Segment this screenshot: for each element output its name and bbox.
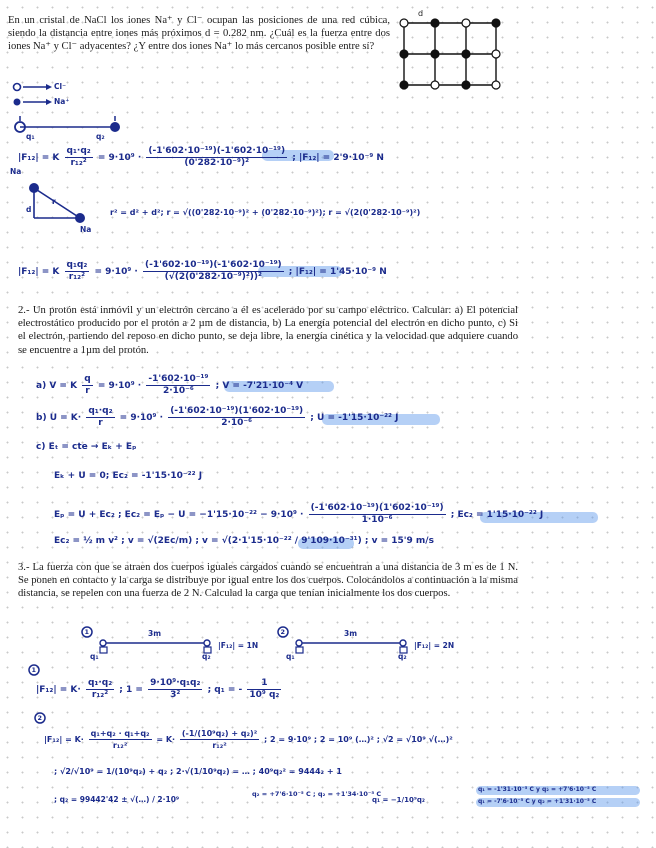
legend-ion-markers [12, 82, 92, 110]
p3-d2-num: 2 [280, 628, 286, 636]
diag1-q1: q₁ [26, 132, 35, 141]
legend-na-label: Na⁺ [54, 97, 70, 106]
triangle-na-diagram [10, 170, 110, 236]
legend-cl-label: Cl⁻ [54, 82, 67, 91]
p3-d2-q2: q₂ [398, 652, 407, 661]
p3-step-4c: q₁ = −1/10⁹q₂ [372, 796, 425, 804]
problem-3-text: 3.- La fuerza con que se atraen dos cuerpos iguales cargados cuando se encuentran a una distancia de 3 m es de 1 N. Se ponen en contacto y la carga se distribuye por igual entre los dos cuerpos. Colocándolos a continuación a la misma distancia, se repelen con una fuerza de 2 N. Calculad la carga que tenían inicialmente los dos cuerpos. [18, 562, 518, 600]
p3-d2-q1: q₁ [286, 652, 295, 661]
problem-2-text: 2.- Un protón está inmóvil y un electrón cercano a él es acelerado por su campo eléctrico. Calcular: a) El potencial electrostático producido por el protón a 2 µm de distancia, b) La energía potencial del electrón en dicho punto, c) Si el electrón, partiendo del reposo en dicho punto, se deja libre, la energía cinética y la velocidad que adquiere cuando se encuentre a 1µm del protón. [18, 305, 518, 356]
p3-d2-force: |F₁₂| = 2N [414, 641, 455, 650]
tri-r: r [52, 197, 56, 206]
p3-d1-num: 1 [84, 628, 90, 636]
problem-1-text: En un cristal de NaCl los iones Na⁺ y Cl⁻ ocupan las posiciones de una red cúbica, siendo la distancia entre iones más próximos d = 0.282 nm. ¿Cuál es la fuerza entre dos iones Na⁺ y Cl⁻ adyacentes? ¿Y entre dos iones Na⁺ lo más cercanos posible entre sí? [8, 15, 390, 53]
p3-step-3: ; √2/√10⁹ = 1/(10⁹q₂) + q₂ ; 2·√(1/10⁹q₂) = … ; 40⁹q₂² = 9444₂ + 1 [54, 767, 342, 776]
grid-label-d: d [418, 9, 424, 18]
tri-d: d [26, 205, 32, 214]
p3-step-4b: q₂ = +7'6·10⁻⁵ C ; q₂ = +1'34·10⁻⁵ C [252, 790, 382, 798]
p2-c-line3: Eₚ = U + Eᴄ₂ ; Eᴄ₂ = Eₚ − U = −1'15·10⁻²² − 9·10⁹ · $\frac{\text{(-1'602·10⁻¹⁹)(1'602·10⁻¹⁹)}}{\text{1·10⁻⁶}}$ ; Eᴄ₂ = 1'15·10⁻²² J [54, 503, 544, 525]
pythagoras-formula: r² = d² + d²; r = √((0'282·10⁻⁹)² + (0'282·10⁻⁹)²); r = √(2(0'282·10⁻⁹)²) [110, 208, 421, 217]
p2-c-line1: c) Eₜ = cte → Eₖ + Eₚ [36, 442, 137, 452]
f1-formula: |F₁₂| = K $\frac{\text{q₁·q₂}}{\text{r₁₂²}}$ = 9·10⁹ · $\frac{\text{(-1'602·10⁻¹⁹)(-1'602·10⁻¹⁹)}}{\text{(0'282·10⁻⁹)²}}$ ; |F₁₂| = 2'9·10⁻⁹ N [18, 146, 384, 168]
p3-d1-q1: q₁ [90, 652, 99, 661]
tri-na-bottom: Na [80, 225, 92, 234]
p2-c-line2: Eₖ + U = 0; Eᴄ₂ = -1'15·10⁻²² J [54, 471, 203, 481]
diag1-q2: q₂ [96, 132, 105, 141]
p3-d2-dist: 3m [344, 629, 358, 638]
p3-final-answer-2: q₁ = -7'6·10⁻⁵ C y q₂ = +1'31·10⁻⁵ C [478, 798, 597, 805]
p3-step-2-formula: |F₁₂| = K· $\frac{\text{q₁+q₂ · q₁+q₂}}{\text{r₁₂²}}$ = K· $\frac{\text{(-1/(10⁹q₂) + q₂)²}}{\text{r₁₂²}}$ ; 2 = 9·10⁹ ; 2 = 10⁹ (…)² ; √2 = √10⁹ √(…)² [44, 729, 453, 750]
step-2-num: 2 [37, 714, 43, 722]
p2-b-formula: b) U = K· $\frac{\text{q₁·q₂}}{r}$ = 9·10⁹ · $\frac{\text{(-1'602·10⁻¹⁹)(1'602·10⁻¹⁹)}}{\text{2·10⁻⁶}}$ ; U = -1'15·10⁻²² J [36, 406, 399, 428]
p3-step-4a: ; q₂ = 99442'42 ± √(…) / 2·10⁹ [54, 795, 180, 804]
p3-final-answer-1: q₁ = -1'31·10⁻⁵ C y q₂ = +7'6·10⁻⁵ C [478, 786, 597, 793]
p3-d1-q2: q₂ [202, 652, 211, 661]
f2-formula: |F₁₂| = K $\frac{\text{q₁q₂}}{\text{r₁₂²}}$ = 9·10⁹ · $\frac{\text{(-1'602·10⁻¹⁹)(-1'602·10⁻¹⁹)}}{\text{(√(2(0'282·10⁻⁹)²))²}}$ ; |F₁₂| = 1'45·10⁻⁹ N [18, 260, 387, 282]
nacl-lattice-diagram [400, 8, 510, 100]
p3-d1-dist: 3m [148, 629, 162, 638]
p2-a-formula: a) V = K $\frac{q}{r}$ = 9·10⁹ · $\frac{\text{-1'602·10⁻¹⁹}}{\text{2·10⁻⁶}}$ ; V = -7'21·10⁻⁴ V [36, 374, 304, 396]
p3-d1-force: |F₁₂| = 1N [218, 641, 259, 650]
p3-step-1-formula: |F₁₂| = K· $\frac{\text{q₁·q₂}}{\text{r₁₂²}}$ ; 1 = $\frac{\text{9·10⁹·q₁q₂}}{\text{3²}}$ ; q₁ = - $\frac{1}{\text{10⁹ q₂}}$ [36, 678, 280, 700]
tri-na-top: Na [10, 167, 22, 176]
step-1-num: 1 [31, 666, 37, 674]
p2-c-line4: Eᴄ₂ = ½ m v² ; v = √(2Eᴄ/m) ; v = √(2·1'15·10⁻²² / 9'109·10⁻³¹) ; v = 15'9 m/s [54, 536, 434, 546]
